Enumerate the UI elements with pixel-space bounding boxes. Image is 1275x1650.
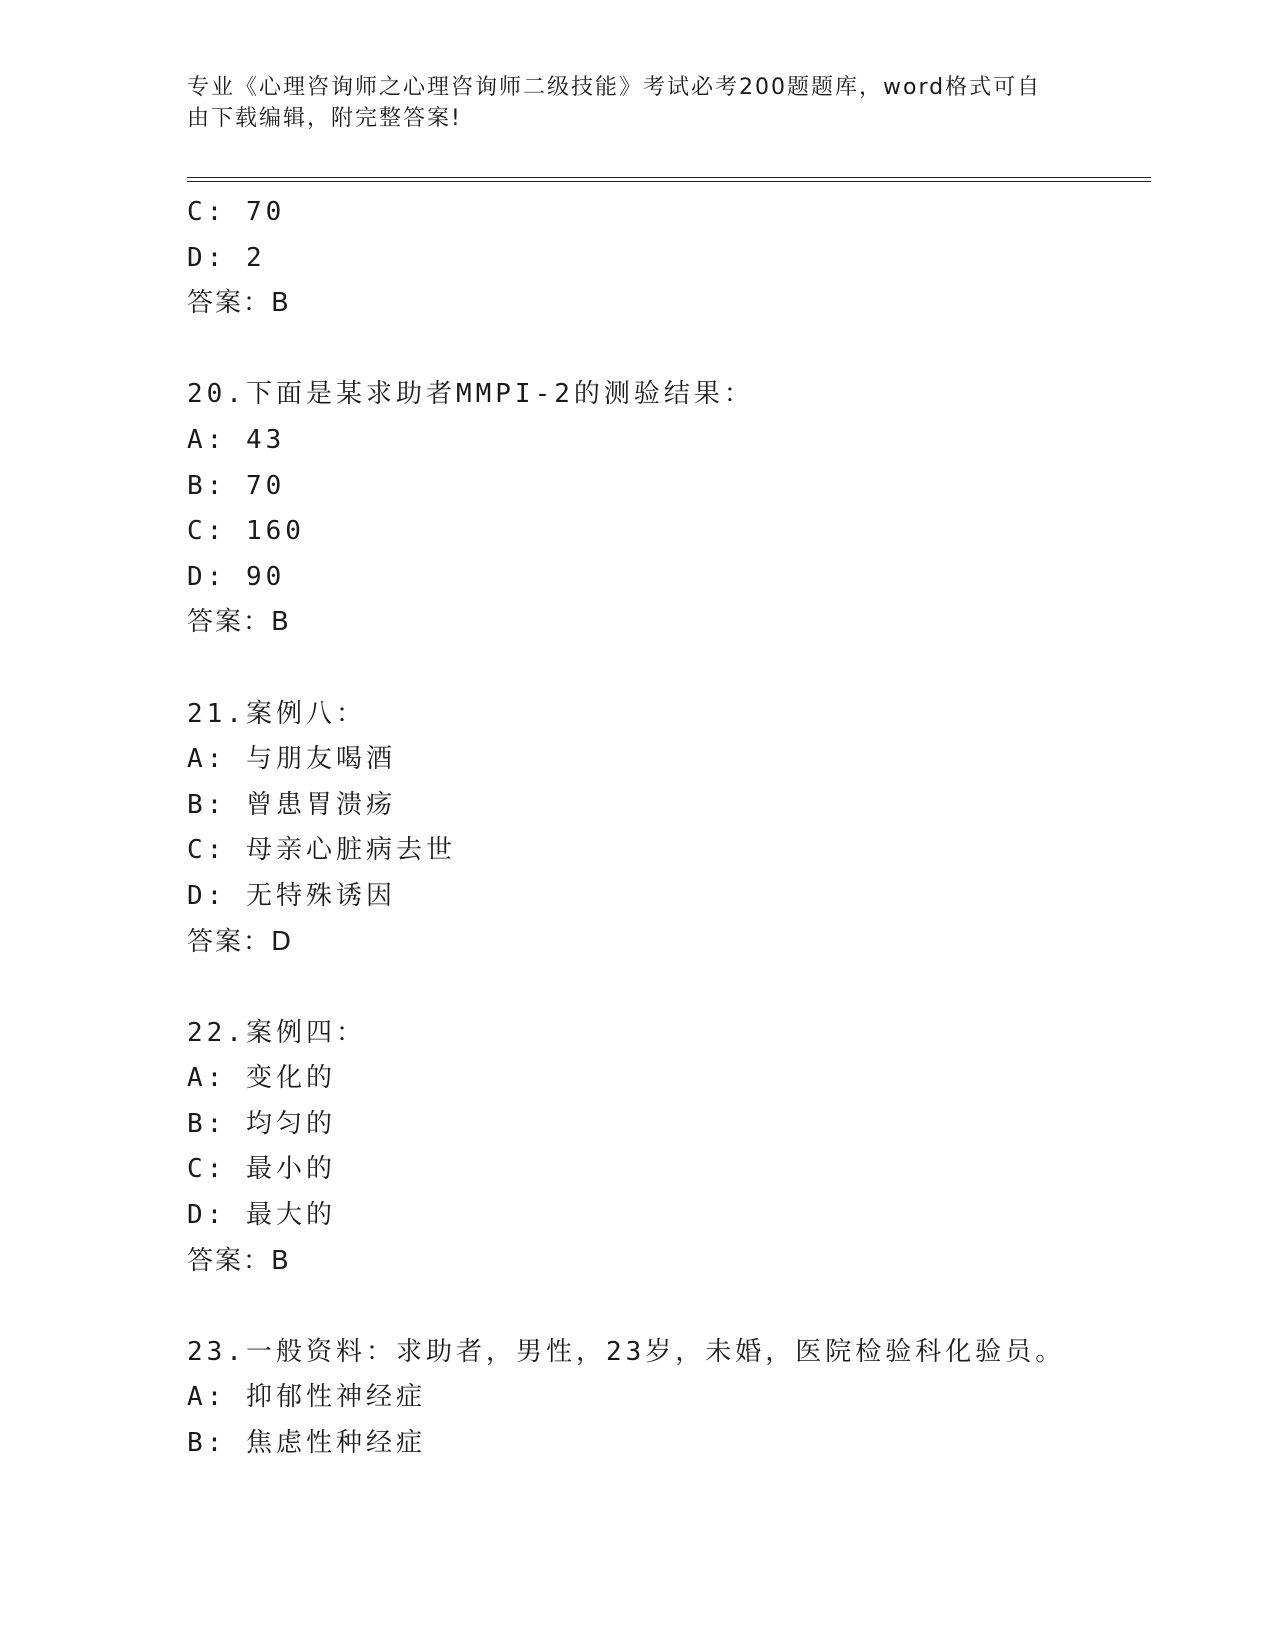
block-spacer xyxy=(187,646,1147,692)
question-text: 23.一般资料：求助者，男性，23岁，未婚，医院检验科化验员。 xyxy=(187,1336,1066,1367)
question-text: 22.案例四： xyxy=(187,1017,366,1048)
option-b: B: 曾患胃溃疡 xyxy=(187,789,396,820)
option-a: A: 与朋友喝酒 xyxy=(187,744,396,775)
answer-line: 答案：B xyxy=(187,607,291,638)
document-header xyxy=(187,72,1087,134)
question-block xyxy=(187,692,1147,966)
question-text: 20.下面是某求助者MMPI-2的测验结果： xyxy=(187,379,754,410)
option-a: A: 抑郁性神经症 xyxy=(187,1382,426,1413)
option-d: D: 90 xyxy=(187,561,286,592)
question-list xyxy=(187,190,1147,1467)
option-b: B: 70 xyxy=(187,470,286,501)
block-spacer xyxy=(187,327,1147,373)
block-spacer xyxy=(187,1284,1147,1330)
option-c: C: 最小的 xyxy=(187,1154,336,1185)
header-line-2: 由下载编辑，附完整答案! xyxy=(187,106,462,131)
option-d: D: 无特殊诱因 xyxy=(187,880,396,911)
block-spacer xyxy=(187,965,1147,1011)
option-a: A: 43 xyxy=(187,424,286,455)
option-c: C: 母亲心脏病去世 xyxy=(187,835,456,866)
option-c: C: 160 xyxy=(187,516,305,547)
question-block xyxy=(187,372,1147,646)
question-block xyxy=(187,1011,1147,1285)
question-block xyxy=(187,1330,1147,1467)
option-d: D: 2 xyxy=(187,242,266,273)
question-text: 21.案例八： xyxy=(187,698,366,729)
answer-line: 答案：D xyxy=(187,926,294,957)
option-b: B: 焦虑性种经症 xyxy=(187,1428,426,1459)
answer-line: 答案：B xyxy=(187,1245,291,1276)
option-c: C: 70 xyxy=(187,197,286,227)
header-line-1: 专业《心理咨询师之心理咨询师二级技能》考试必考200题题库，word格式可自 xyxy=(187,75,1042,100)
question-block xyxy=(187,190,1147,327)
option-b: B: 均匀的 xyxy=(187,1108,336,1139)
header-rule-bottom xyxy=(187,181,1151,182)
option-a: A: 变化的 xyxy=(187,1063,336,1094)
option-d: D: 最大的 xyxy=(187,1200,336,1231)
answer-line: 答案：B xyxy=(187,288,291,319)
header-rule-top xyxy=(187,177,1151,178)
